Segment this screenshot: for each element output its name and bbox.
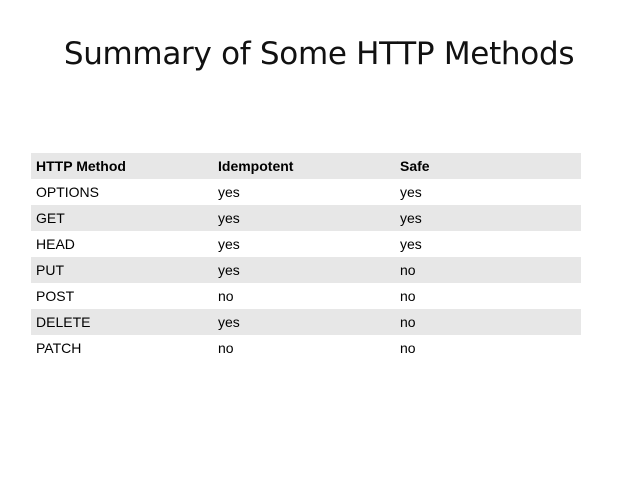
method-cell: HEAD <box>36 236 75 252</box>
table-row <box>31 283 581 309</box>
column-header-safe: Safe <box>400 158 430 174</box>
safe-cell: yes <box>400 236 422 252</box>
method-cell: GET <box>36 210 65 226</box>
idempotent-cell: no <box>218 288 234 304</box>
table-header-row <box>31 153 581 179</box>
safe-cell: yes <box>400 210 422 226</box>
table-row <box>31 309 581 335</box>
idempotent-cell: yes <box>218 236 240 252</box>
slide-title: Summary of Some HTTP Methods <box>63 36 575 72</box>
table-row <box>31 205 581 231</box>
table-row <box>31 231 581 257</box>
table-row <box>31 257 581 283</box>
safe-cell: no <box>400 262 416 278</box>
method-cell: OPTIONS <box>36 184 100 200</box>
safe-cell: yes <box>400 184 422 200</box>
method-cell: PUT <box>36 262 64 278</box>
table-row <box>31 179 581 205</box>
method-cell: DELETE <box>36 314 91 330</box>
idempotent-cell: yes <box>218 262 240 278</box>
method-cell: PATCH <box>36 340 82 356</box>
column-header-http-method: HTTP Method <box>36 158 126 174</box>
idempotent-cell: yes <box>218 184 240 200</box>
safe-cell: no <box>400 288 416 304</box>
table-row <box>31 335 581 361</box>
http-methods-table <box>31 153 581 361</box>
idempotent-cell: yes <box>218 210 240 226</box>
safe-cell: no <box>400 314 416 330</box>
idempotent-cell: no <box>218 340 234 356</box>
idempotent-cell: yes <box>218 314 240 330</box>
method-cell: POST <box>36 288 75 304</box>
column-header-idempotent: Idempotent <box>218 158 294 174</box>
safe-cell: no <box>400 340 416 356</box>
